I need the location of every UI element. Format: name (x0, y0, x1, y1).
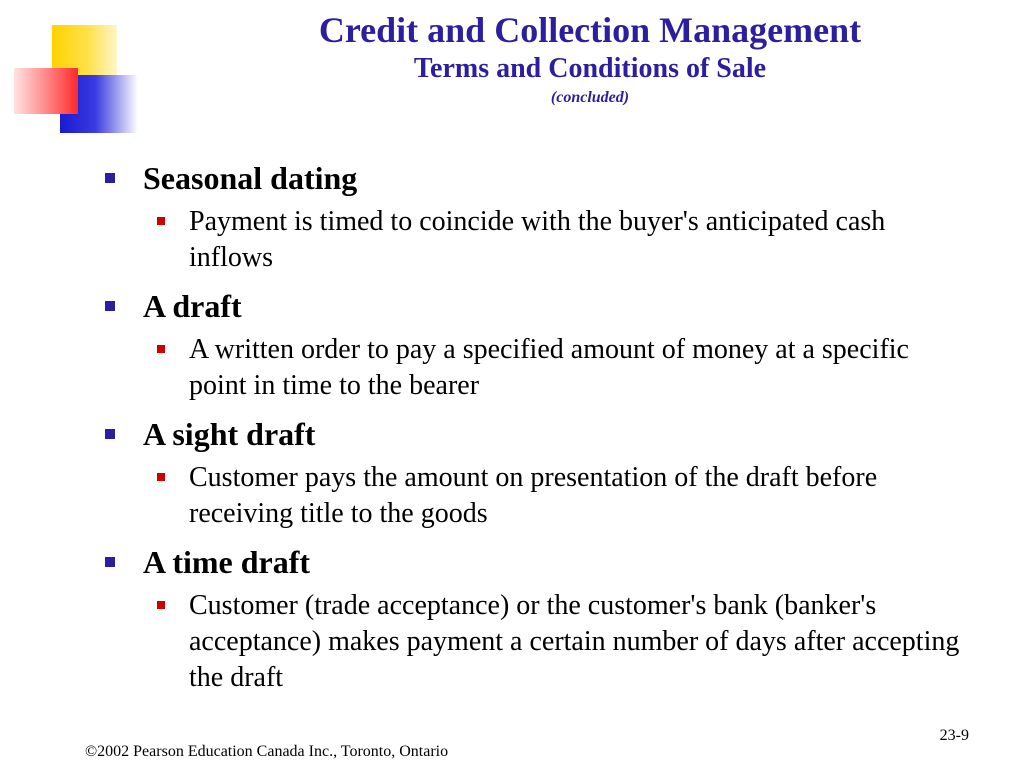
red-square-decoration (14, 68, 78, 114)
decorative-logo (0, 0, 150, 140)
small-square-bullet-icon (157, 601, 165, 609)
list-item (105, 414, 985, 532)
small-square-bullet-icon (157, 473, 165, 481)
square-bullet-icon (105, 429, 115, 439)
bullet-list (105, 158, 985, 706)
bullet-detail: A written order to pay a specified amount of money at a specific point in time to the bearer (189, 334, 909, 401)
small-square-bullet-icon (157, 345, 165, 353)
list-item (105, 286, 985, 404)
bullet-heading-row (105, 414, 985, 454)
square-bullet-icon (105, 173, 115, 183)
bullet-heading: A sight draft (143, 416, 316, 452)
bullet-heading: Seasonal dating (143, 160, 358, 196)
bullet-detail-row (157, 588, 985, 696)
bullet-detail-row (157, 460, 985, 532)
bullet-detail: Payment is timed to coincide with the buyer's anticipated cash inflows (189, 206, 886, 273)
slide-title: Credit and Collection Management (318, 10, 862, 50)
bullet-heading-row (105, 542, 985, 582)
bullet-detail-row (157, 204, 985, 276)
list-item (105, 542, 985, 696)
bullet-detail-row (157, 332, 985, 404)
bullet-detail: Customer (trade acceptance) or the customer's bank (banker's acceptance) makes payment a certain number of days after accepting the draft (189, 590, 960, 693)
bullet-heading: A draft (143, 288, 242, 324)
bullet-heading-row (105, 286, 985, 326)
page-number: 23-9 (939, 727, 969, 744)
copyright-footer: ©2002 Pearson Education Canada Inc., Toronto, Ontario (85, 743, 449, 760)
square-bullet-icon (105, 557, 115, 567)
slide-subtitle: Terms and Conditions of Sale (413, 53, 767, 84)
list-item (105, 158, 985, 276)
small-square-bullet-icon (157, 217, 165, 225)
concluded-note: (concluded) (550, 89, 630, 106)
square-bullet-icon (105, 301, 115, 311)
bullet-detail: Customer pays the amount on presentation of the draft before receiving title to the goods (189, 462, 878, 529)
bullet-heading: A time draft (143, 544, 311, 580)
bullet-heading-row (105, 158, 985, 198)
title-block (230, 8, 950, 110)
